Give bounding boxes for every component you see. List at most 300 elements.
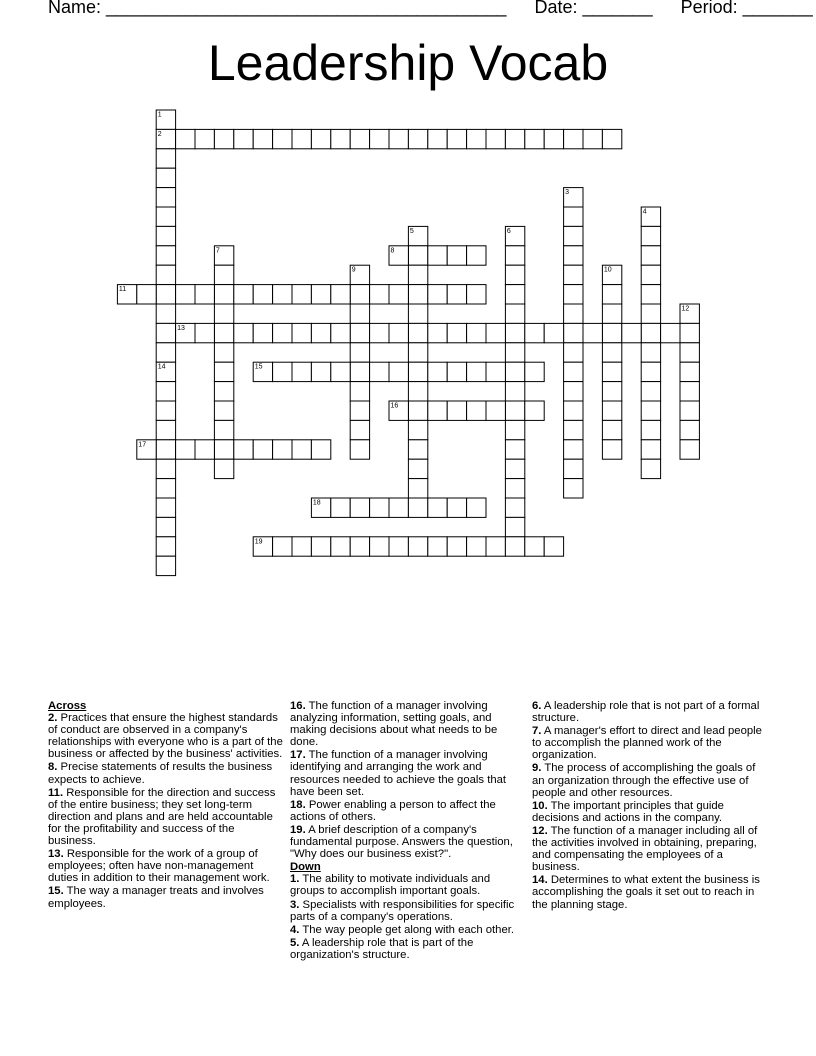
crossword-cell[interactable] (273, 129, 292, 148)
clue-text: The function of a manager involving identifying and arranging the work and resources needed to achieve the goals that have been set. (290, 749, 507, 798)
crossword-cell[interactable] (641, 226, 660, 245)
crossword-cell[interactable] (680, 362, 699, 381)
crossword-cell[interactable] (408, 285, 427, 304)
crossword-cell[interactable] (680, 343, 699, 362)
crossword-cell[interactable] (156, 304, 175, 323)
crossword-cell[interactable] (253, 285, 272, 304)
crossword-cell[interactable] (331, 129, 350, 148)
cell-number: 6 (506, 227, 511, 235)
crossword-cell[interactable] (428, 401, 447, 420)
crossword-cell[interactable] (156, 343, 175, 362)
clue-number: 11. (48, 786, 64, 799)
crossword-cell[interactable] (602, 304, 621, 323)
crossword-cell[interactable] (350, 440, 369, 459)
crossword-cell[interactable] (389, 285, 408, 304)
clue-text: Power enabling a person to affect the actions of others. (290, 798, 496, 823)
crossword-cell[interactable] (408, 343, 427, 362)
crossword-cell[interactable] (641, 265, 660, 284)
crossword-cell[interactable] (641, 246, 660, 265)
crossword-cell[interactable] (214, 285, 233, 304)
crossword-cell[interactable] (408, 265, 427, 284)
crossword-cell[interactable] (311, 323, 330, 342)
cell-number: 5 (409, 227, 414, 235)
crossword-cell[interactable] (156, 149, 175, 168)
crossword-cell[interactable] (505, 498, 524, 517)
crossword-cell[interactable] (467, 129, 486, 148)
crossword-cell[interactable] (176, 129, 195, 148)
cell-number: 8 (390, 247, 395, 255)
crossword-cell[interactable] (350, 129, 369, 148)
clue-across (290, 749, 526, 797)
crossword-cell[interactable] (486, 362, 505, 381)
crossword-cell[interactable] (195, 129, 214, 148)
crossword-cell[interactable] (680, 401, 699, 420)
clue-number: 1. (290, 873, 300, 886)
cell-number: 16 (390, 402, 399, 410)
crossword-cell[interactable] (273, 323, 292, 342)
crossword-cell[interactable] (408, 537, 427, 556)
cell-number: 18 (312, 499, 321, 507)
clue-text: A leadership role that is part of the organization's structure. (290, 936, 474, 961)
clue-down (290, 899, 526, 923)
crossword-cell[interactable] (350, 537, 369, 556)
clue-text: The function of a manager including all of the activities involved in obtaining, preparing, and compensating the employees of a business. (532, 824, 758, 874)
crossword-cell[interactable] (311, 440, 330, 459)
crossword-cell[interactable] (641, 323, 660, 342)
crossword-cell[interactable] (602, 362, 621, 381)
crossword-cell[interactable] (602, 401, 621, 420)
crossword-cell[interactable] (350, 362, 369, 381)
crossword-cell[interactable] (428, 498, 447, 517)
crossword-cell[interactable] (311, 537, 330, 556)
clue-down (532, 700, 768, 724)
clue-number: 5. (290, 936, 300, 949)
crossword-cell[interactable] (408, 323, 427, 342)
crossword-cell[interactable] (389, 129, 408, 148)
crossword-cell[interactable] (564, 459, 583, 478)
crossword-cell[interactable] (156, 226, 175, 245)
crossword-cell[interactable] (447, 246, 466, 265)
clue-down (290, 937, 526, 961)
crossword-cell[interactable] (273, 440, 292, 459)
crossword-cell[interactable] (564, 323, 583, 342)
crossword-cell[interactable] (564, 440, 583, 459)
crossword-cell[interactable] (564, 420, 583, 439)
crossword-cell[interactable] (602, 343, 621, 362)
crossword-cell[interactable] (273, 537, 292, 556)
crossword-cell[interactable] (350, 304, 369, 323)
crossword-cell[interactable] (505, 246, 524, 265)
crossword-cell[interactable] (428, 246, 447, 265)
crossword-cell[interactable] (214, 129, 233, 148)
crossword-cell[interactable] (564, 129, 583, 148)
crossword-cell[interactable] (408, 479, 427, 498)
crossword-cell[interactable] (214, 401, 233, 420)
crossword-cell[interactable] (253, 129, 272, 148)
crossword-cell[interactable] (525, 323, 544, 342)
crossword-cell[interactable] (447, 401, 466, 420)
crossword-cell[interactable] (311, 129, 330, 148)
crossword-cell[interactable] (564, 343, 583, 362)
clue-number: 18. (290, 798, 306, 811)
crossword-cell[interactable] (214, 362, 233, 381)
clue-number: 9. (532, 762, 542, 775)
crossword-cell[interactable] (564, 382, 583, 401)
crossword-cell[interactable] (370, 323, 389, 342)
clue-number: 19. (290, 823, 306, 836)
crossword-cell[interactable] (602, 440, 621, 459)
crossword-cell[interactable] (505, 401, 524, 420)
crossword-cell[interactable] (661, 323, 680, 342)
clue-number: 13. (48, 848, 64, 861)
crossword-cell[interactable] (641, 382, 660, 401)
crossword-cell[interactable] (389, 323, 408, 342)
clue-number: 4. (290, 923, 300, 936)
clue-number: 2. (48, 712, 58, 725)
crossword-cell[interactable] (292, 537, 311, 556)
crossword-cell[interactable] (564, 362, 583, 381)
cell-number: 2 (157, 130, 162, 138)
clue-number: 10. (532, 799, 548, 812)
crossword-cell[interactable] (505, 129, 524, 148)
crossword-cell[interactable] (505, 265, 524, 284)
crossword-cell[interactable] (350, 343, 369, 362)
crossword-cell[interactable] (408, 304, 427, 323)
crossword-cell[interactable] (214, 440, 233, 459)
clue-across (290, 799, 526, 823)
crossword-cell[interactable] (641, 343, 660, 362)
crossword-cell[interactable] (564, 226, 583, 245)
cell-number: 14 (157, 363, 166, 371)
crossword-cell[interactable] (583, 323, 602, 342)
crossword-cell[interactable] (156, 420, 175, 439)
crossword-cell[interactable] (331, 362, 350, 381)
crossword-cell[interactable] (273, 362, 292, 381)
crossword-cell[interactable] (156, 207, 175, 226)
crossword-cell[interactable] (214, 459, 233, 478)
crossword-cell[interactable] (156, 285, 175, 304)
clue-across (290, 700, 526, 748)
cell-number: 13 (177, 324, 185, 332)
crossword-cell[interactable] (602, 285, 621, 304)
clue-number: 8. (48, 761, 58, 774)
clue-text: Responsible for the direction and success of the entire business; they set long-term direction and plans and are held accountable for the profitability and success of the business. (48, 786, 276, 848)
clue-down (532, 762, 768, 798)
crossword-cell[interactable] (311, 362, 330, 381)
section-heading: Down (290, 861, 321, 874)
crossword-cell[interactable] (564, 246, 583, 265)
crossword-cell[interactable] (447, 498, 466, 517)
crossword-cell[interactable] (505, 459, 524, 478)
crossword-cell[interactable] (156, 401, 175, 420)
crossword-cell[interactable] (408, 420, 427, 439)
crossword-cell[interactable] (428, 129, 447, 148)
crossword-cell[interactable] (447, 285, 466, 304)
cell-number: 19 (254, 538, 263, 546)
clue-text: The process of accomplishing the goals of an organization through the effective use of people and other resources. (532, 762, 756, 799)
crossword-cell[interactable] (156, 440, 175, 459)
crossword-cell[interactable] (544, 537, 563, 556)
crossword-cell[interactable] (641, 401, 660, 420)
crossword-cell[interactable] (350, 420, 369, 439)
crossword-cell[interactable] (311, 285, 330, 304)
crossword-cell[interactable] (505, 479, 524, 498)
crossword-cell[interactable] (389, 498, 408, 517)
crossword-cell[interactable] (467, 537, 486, 556)
clue-text: Determines to what extent the business is accomplishing the goals it set out to reach in the planning stage. (532, 874, 760, 911)
crossword-cell[interactable] (370, 537, 389, 556)
clue-column-1 (48, 700, 284, 911)
crossword-cell[interactable] (680, 420, 699, 439)
cell-number: 11 (118, 286, 127, 294)
crossword-cell[interactable] (156, 265, 175, 284)
clue-column-2 (290, 700, 526, 962)
crossword-cell[interactable] (486, 537, 505, 556)
crossword-cell[interactable] (370, 362, 389, 381)
crossword-cell[interactable] (350, 382, 369, 401)
crossword-cell[interactable] (234, 440, 253, 459)
crossword-cell[interactable] (564, 401, 583, 420)
name-line[interactable]: Name: ________________________________________ (48, 0, 507, 17)
crossword-cell[interactable] (350, 401, 369, 420)
clue-across (48, 712, 284, 760)
crossword-cell[interactable] (156, 537, 175, 556)
clue-number: 15. (48, 885, 64, 898)
crossword-cell[interactable] (583, 129, 602, 148)
clue-text: A brief description of a company's fundamental purpose. Answers the question, "Why does our business exist?". (290, 823, 513, 861)
clue-across (48, 787, 284, 847)
crossword-cell[interactable] (195, 323, 214, 342)
crossword-cell[interactable] (156, 168, 175, 187)
crossword-cell[interactable] (292, 129, 311, 148)
crossword-cell[interactable] (486, 323, 505, 342)
cell-number: 12 (681, 305, 690, 313)
crossword-cell[interactable] (641, 459, 660, 478)
crossword-cell[interactable] (447, 323, 466, 342)
clue-number: 14. (532, 874, 548, 887)
crossword-cell[interactable] (641, 420, 660, 439)
clue-text: The way a manager treats and involves employees. (48, 885, 264, 910)
crossword-cell[interactable] (408, 382, 427, 401)
cell-number: 10 (603, 266, 612, 274)
crossword-cell[interactable] (292, 362, 311, 381)
crossword-cell[interactable] (525, 401, 544, 420)
page-title: Leadership Vocab (207, 35, 609, 91)
crossword-cell[interactable] (214, 343, 233, 362)
clue-down (290, 873, 526, 897)
crossword-cell[interactable] (350, 498, 369, 517)
crossword-cell[interactable] (176, 285, 195, 304)
crossword-cell[interactable] (156, 498, 175, 517)
crossword-cell[interactable] (641, 285, 660, 304)
crossword-cell[interactable] (564, 265, 583, 284)
crossword-cell[interactable] (292, 440, 311, 459)
crossword-cell[interactable] (176, 440, 195, 459)
clue-number: 17. (290, 749, 306, 762)
crossword-cell[interactable] (331, 323, 350, 342)
crossword-cell[interactable] (389, 362, 408, 381)
crossword-cell[interactable] (428, 537, 447, 556)
crossword-cell[interactable] (505, 420, 524, 439)
crossword-cell[interactable] (214, 382, 233, 401)
crossword-cell[interactable] (389, 537, 408, 556)
crossword-cell[interactable] (234, 323, 253, 342)
crossword-cell[interactable] (253, 440, 272, 459)
crossword-cell[interactable] (428, 362, 447, 381)
clue-column-3 (532, 700, 768, 912)
crossword-cell[interactable] (505, 285, 524, 304)
section-heading: Across (48, 700, 87, 712)
crossword-cell[interactable] (505, 517, 524, 536)
crossword-cell[interactable] (525, 537, 544, 556)
clue-down (532, 800, 768, 824)
clue-text: Responsible for the work of a group of employees; often have non-management duties in addition to their management work. (48, 848, 270, 885)
cell-number: 4 (642, 208, 647, 216)
crossword-cell[interactable] (331, 498, 350, 517)
crossword-cell[interactable] (486, 401, 505, 420)
crossword-cell[interactable] (544, 129, 563, 148)
crossword-cell[interactable] (156, 382, 175, 401)
clue-across (48, 885, 284, 909)
cell-number: 7 (215, 247, 220, 255)
crossword-cell[interactable] (641, 304, 660, 323)
clue-across (48, 848, 284, 884)
crossword-cell[interactable] (680, 323, 699, 342)
clue-text: Practices that ensure the highest standards of conduct are observed in a company's relationships with everyone who is a part of the business or affected by the business' activities. (48, 712, 283, 761)
clue-number: 16. (290, 700, 306, 712)
crossword-cell[interactable] (505, 382, 524, 401)
date-line[interactable]: Date: _______ (534, 0, 653, 17)
crossword-cell[interactable] (602, 382, 621, 401)
clue-across (290, 824, 526, 860)
crossword-cell[interactable] (408, 246, 427, 265)
crossword-cell[interactable] (156, 459, 175, 478)
clue-number: 12. (532, 824, 548, 837)
crossword-cell[interactable] (137, 285, 156, 304)
crossword-cell[interactable] (641, 362, 660, 381)
clue-text: The function of a manager involving analyzing information, setting goals, and making decisions about what needs to be done. (290, 700, 498, 749)
crossword-cell[interactable] (350, 323, 369, 342)
crossword-cell[interactable] (467, 498, 486, 517)
crossword-cell[interactable] (564, 285, 583, 304)
crossword-cell[interactable] (467, 246, 486, 265)
cell-number: 15 (254, 363, 263, 371)
cell-number: 3 (565, 189, 570, 197)
crossword-cell[interactable] (370, 129, 389, 148)
crossword-cell[interactable] (467, 362, 486, 381)
crossword-cell[interactable] (195, 285, 214, 304)
crossword-cell[interactable] (564, 207, 583, 226)
crossword-cell[interactable] (214, 420, 233, 439)
crossword-cell[interactable] (214, 304, 233, 323)
crossword-cell[interactable] (602, 129, 621, 148)
crossword-cell[interactable] (156, 246, 175, 265)
crossword-cell[interactable] (156, 479, 175, 498)
crossword-cell[interactable] (447, 537, 466, 556)
crossword-cell[interactable] (525, 362, 544, 381)
clue-down (532, 874, 768, 910)
clue-text: The important principles that guide decisions and actions in the company. (532, 799, 724, 824)
crossword-cell[interactable] (428, 285, 447, 304)
crossword-cell[interactable] (486, 129, 505, 148)
crossword-cell[interactable] (428, 323, 447, 342)
cell-number: 9 (351, 266, 356, 274)
clue-text: A leadership role that is not part of a formal structure. (532, 700, 760, 725)
crossword-cell[interactable] (273, 285, 292, 304)
crossword-cell[interactable] (505, 343, 524, 362)
crossword-cell[interactable] (505, 304, 524, 323)
crossword-cell[interactable] (564, 304, 583, 323)
crossword-cell[interactable] (370, 498, 389, 517)
cell-number: 17 (138, 441, 147, 449)
crossword-cell[interactable] (564, 479, 583, 498)
crossword-cell[interactable] (234, 129, 253, 148)
crossword-cell[interactable] (467, 401, 486, 420)
crossword-cell[interactable] (447, 129, 466, 148)
clue-text: The ability to motivate individuals and groups to accomplish important goals. (290, 873, 491, 898)
crossword-cell[interactable] (408, 401, 427, 420)
crossword-cell[interactable] (505, 362, 524, 381)
crossword-cell[interactable] (408, 362, 427, 381)
clue-number: 6. (532, 700, 542, 712)
crossword-cell[interactable] (408, 440, 427, 459)
crossword-cell[interactable] (214, 265, 233, 284)
crossword-cell[interactable] (195, 440, 214, 459)
crossword-cell[interactable] (350, 285, 369, 304)
crossword-cell[interactable] (505, 440, 524, 459)
crossword-cell[interactable] (408, 498, 427, 517)
crossword-cell[interactable] (292, 323, 311, 342)
crossword-cell[interactable] (156, 517, 175, 536)
crossword-cell[interactable] (467, 285, 486, 304)
crossword-cell[interactable] (602, 323, 621, 342)
crossword-cell[interactable] (641, 440, 660, 459)
clue-text: Precise statements of results the business expects to achieve. (48, 761, 273, 786)
clue-down (532, 825, 768, 873)
crossword-cell[interactable] (234, 285, 253, 304)
crossword-cell[interactable] (447, 362, 466, 381)
crossword-cell[interactable] (370, 285, 389, 304)
clue-text: A manager's effort to direct and lead people to accomplish the planned work of the organization. (532, 725, 762, 762)
clue-down (290, 924, 526, 936)
crossword-cell[interactable] (156, 323, 175, 342)
clue-number: 3. (290, 898, 300, 911)
clue-down (532, 725, 768, 761)
crossword-cell[interactable] (544, 323, 563, 342)
crossword-cell[interactable] (331, 537, 350, 556)
crossword-cell[interactable] (680, 440, 699, 459)
clue-text: The way people get along with each other. (299, 923, 515, 936)
crossword-cell[interactable] (408, 129, 427, 148)
crossword-cell[interactable] (156, 556, 175, 575)
crossword-cell[interactable] (214, 323, 233, 342)
crossword-cell[interactable] (680, 382, 699, 401)
crossword-cell[interactable] (292, 285, 311, 304)
clue-text: Specialists with responsibilities for specific parts of a company's operations. (290, 898, 515, 923)
crossword-cell[interactable] (505, 537, 524, 556)
crossword-cell[interactable] (622, 323, 641, 342)
clue-across (48, 761, 284, 785)
crossword-cell[interactable] (505, 323, 524, 342)
crossword-cell[interactable] (408, 459, 427, 478)
crossword-cell[interactable] (156, 188, 175, 207)
crossword-cell[interactable] (467, 323, 486, 342)
crossword-cell[interactable] (253, 323, 272, 342)
crossword-cell[interactable] (525, 129, 544, 148)
crossword-cell[interactable] (602, 420, 621, 439)
crossword-cell[interactable] (331, 285, 350, 304)
period-line[interactable]: Period: _______ (680, 0, 813, 17)
